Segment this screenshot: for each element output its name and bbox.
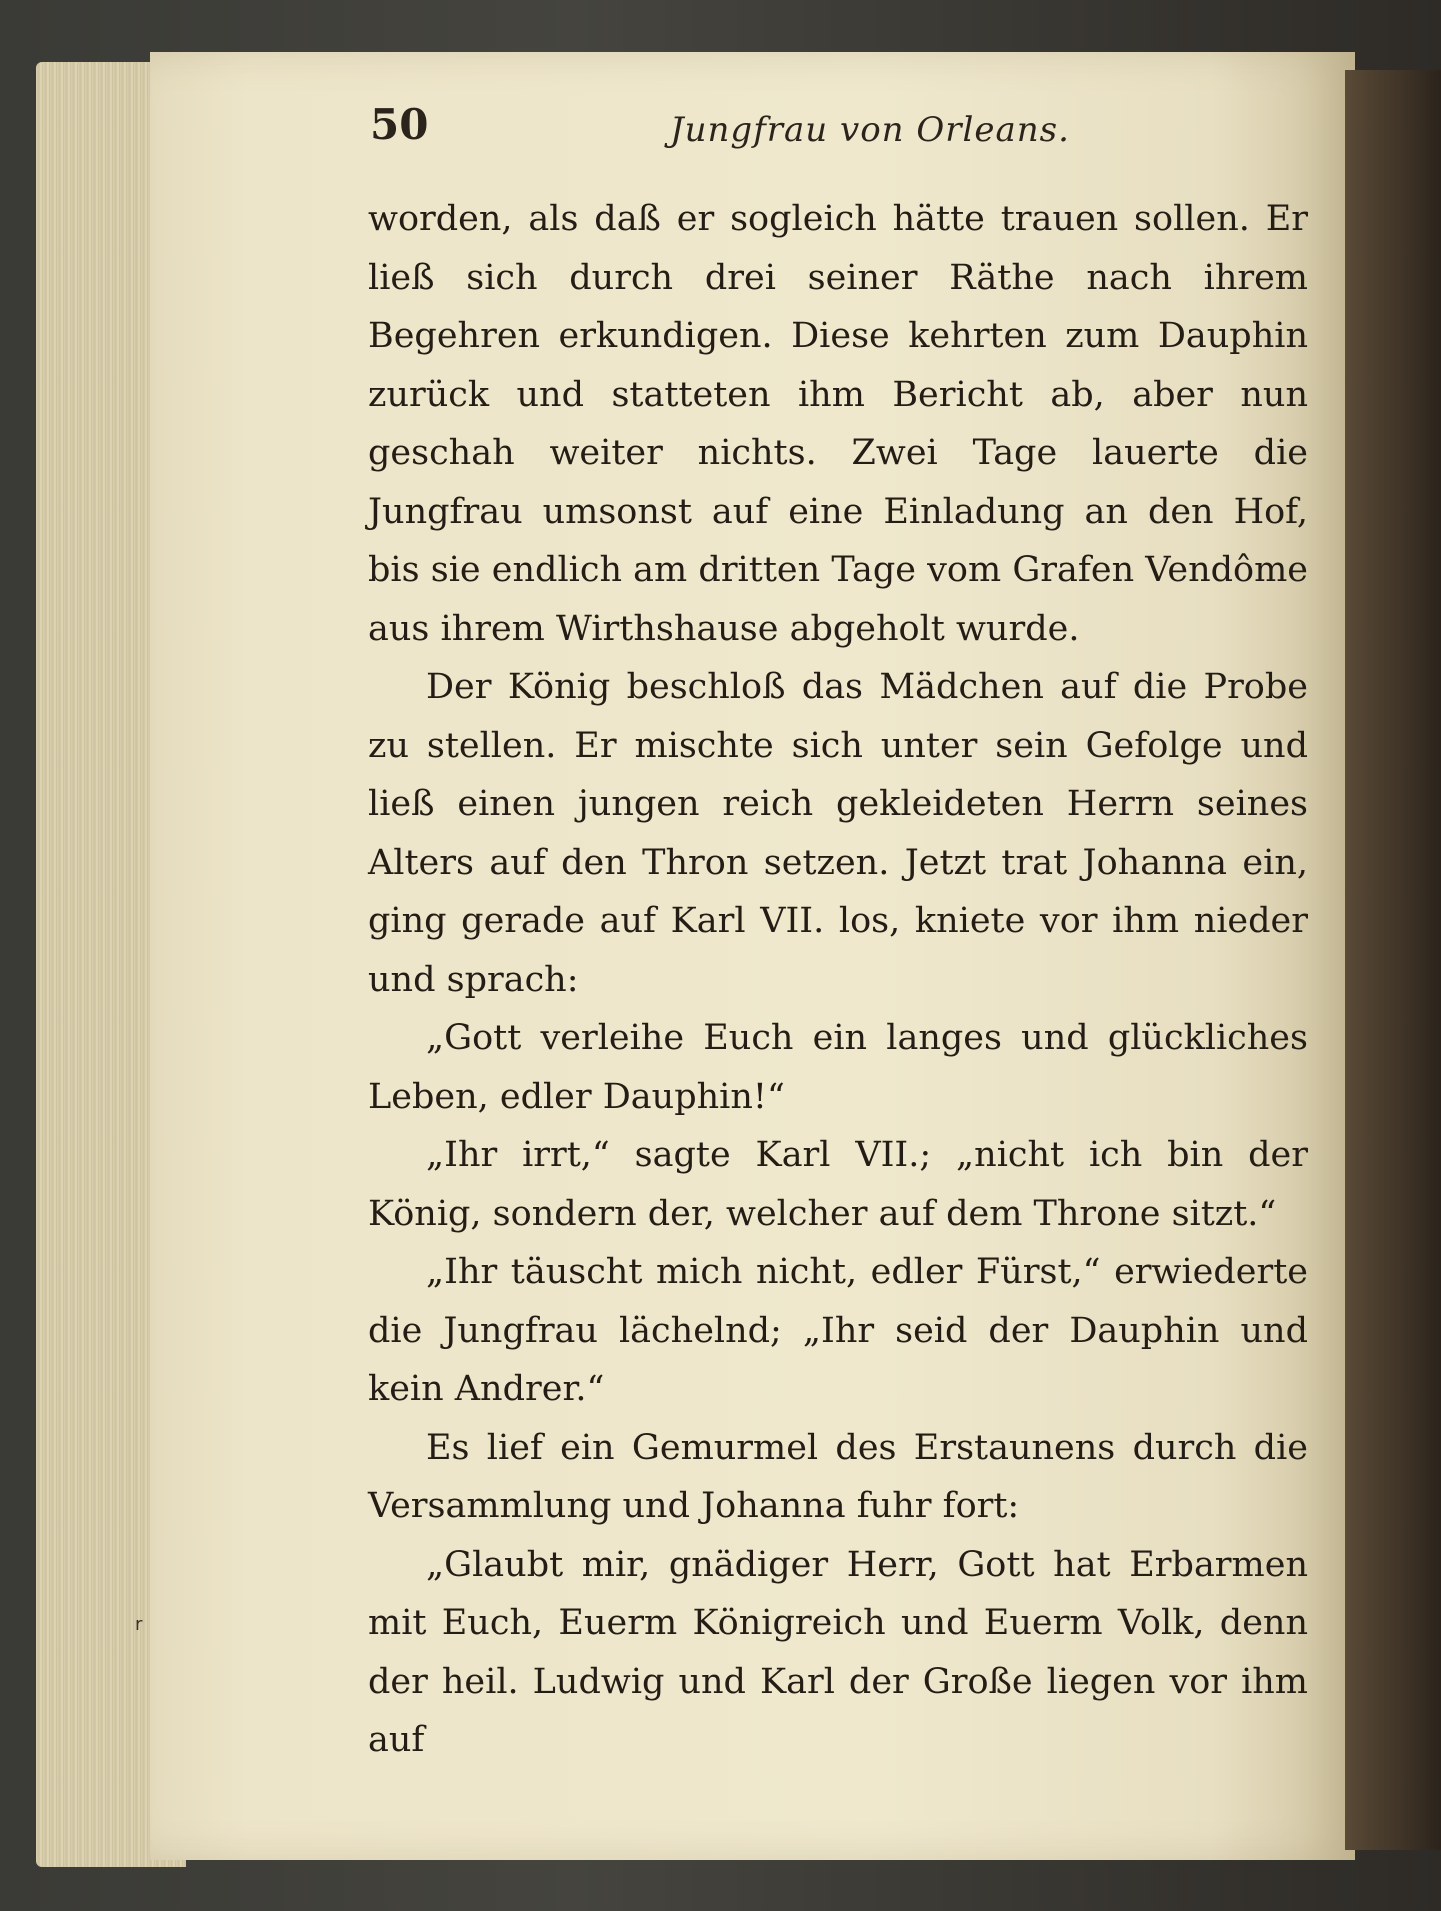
page-header bbox=[370, 100, 1330, 160]
paragraph: „Ihr täuscht mich nicht, edler Fürst,“ erwiederte die Jungfrau lächelnd; „Ihr seid der Dauphin und kein Andrer.“ bbox=[368, 1252, 1308, 1409]
paragraph: „Gott verleihe Euch ein langes und glückliches Leben, edler Dauphin!“ bbox=[368, 1018, 1308, 1117]
paragraph: Es lief ein Gemurmel des Erstaunens durch die Versammlung und Johanna fuhr fort: bbox=[368, 1427, 1308, 1526]
page-mark: r bbox=[135, 1614, 143, 1635]
paragraph: „Ihr irrt,“ sagte Karl VII.; „nicht ich bin der König, sondern der, welcher auf dem Throne sitzt.“ bbox=[368, 1135, 1308, 1234]
paragraph: „Glaubt mir, gnädiger Herr, Gott hat Erbarmen mit Euch, Euerm Königreich und Euerm Volk, denn der heil. Ludwig und Karl der Große liegen vor ihm auf bbox=[368, 1544, 1308, 1760]
paragraph: Der König beschloß das Mädchen auf die Probe zu stellen. Er mischte sich unter sein Gefolge und ließ einen jungen reich gekleideten Herrn seines Alters auf den Thron setzen. Jetzt trat Johanna ein, ging gerade auf Karl VII. los, kniete vor ihm nieder und sprach: bbox=[368, 667, 1308, 1000]
body-text bbox=[368, 190, 1308, 1770]
binding-board bbox=[1345, 70, 1441, 1850]
paragraph: worden, als daß er sogleich hätte trauen sollen. Er ließ sich durch drei seiner Räthe nach ihrem Begehren erkundigen. Diese kehrten zum Dauphin zurück und statteten ihm Bericht ab, aber nun geschah weiter nichts. Zwei Tage lauerte die Jungfrau umsonst auf eine Einladung an den Hof, bis sie endlich am dritten Tage vom Grafen Vendôme aus ihrem Wirthshause abgeholt wurde. bbox=[368, 199, 1308, 649]
running-head: Jungfrau von Orleans. bbox=[670, 110, 1070, 150]
page-number: 50 bbox=[370, 100, 429, 149]
